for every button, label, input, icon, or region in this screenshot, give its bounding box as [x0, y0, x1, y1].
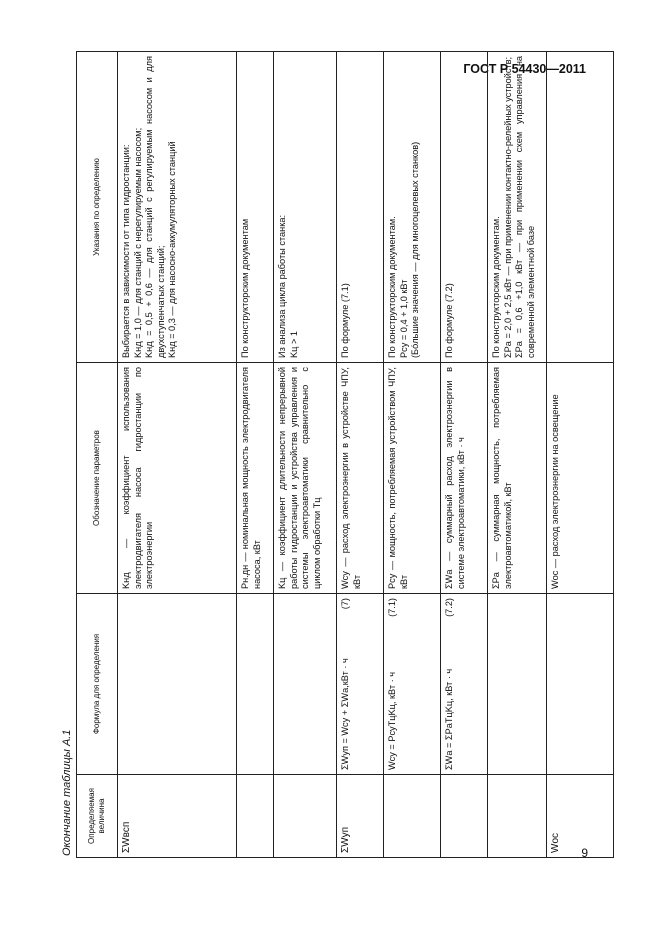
table-row — [337, 52, 384, 858]
guidance-cell — [384, 52, 441, 363]
quantity-cell — [488, 775, 547, 858]
table-row — [118, 52, 237, 858]
header-quantity: Определяемая величина — [77, 775, 118, 858]
data-table — [76, 51, 614, 858]
formula-cell — [547, 594, 614, 775]
header-guidance: Указания по определению — [77, 52, 118, 363]
quantity-cell — [384, 775, 441, 858]
table-row — [488, 52, 547, 858]
guidance-cell — [488, 52, 547, 363]
table-header-row — [77, 52, 118, 858]
guidance-line: Выбирается в зависимости от типа гидростанции: — [121, 144, 131, 358]
formula-cell — [441, 594, 488, 775]
quantity-cell: ΣWуп — [337, 775, 384, 858]
guidance-cell — [337, 52, 384, 363]
equation-number: (7.2) — [444, 598, 454, 617]
page-number: 9 — [581, 846, 588, 860]
guidance-line: По конструкторским документам. — [491, 216, 501, 358]
guidance-line: Kнд = 0,3 — для насосно-аккумуляторных станций — [167, 141, 177, 358]
guidance-line: ΣPa = 0,6 +1,0 кВт — при применении схем управления на современной элементной базе — [514, 56, 536, 358]
guidance-line: Kнд = 1,0 — для станций с нерегулируемым насосом; — [132, 127, 143, 358]
guidance-line: По конструкторским документам. — [387, 216, 397, 358]
formula-text: Wсу = PсуTцKц, кВт · ч — [387, 671, 397, 770]
formula-cell — [384, 594, 441, 775]
formula-cell — [274, 594, 337, 775]
header-parameters: Обозначение параметров — [77, 363, 118, 594]
table-row — [384, 52, 441, 858]
quantity-cell — [237, 775, 274, 858]
parameter-cell: ΣWа — суммарный расход электроэнергии в системе электроавтоматики, кВт · ч — [441, 363, 488, 594]
quantity-cell: Wос — [547, 775, 614, 858]
quantity-cell: ΣWвсп — [118, 775, 237, 858]
guidance-line: По конструкторским документам — [240, 218, 250, 358]
parameter-cell: Pсу — мощность, потребляемая устройством ЧПУ, кВт — [384, 363, 441, 594]
formula-cell — [237, 594, 274, 775]
guidance-line: По формуле (7.2) — [444, 283, 454, 358]
equation-number: (7.1) — [387, 598, 397, 617]
equation-number: (7) — [340, 598, 350, 610]
formula-text: ΣWуп = Wсу + ΣWа,кВт · ч — [340, 658, 350, 770]
quantity-cell — [441, 775, 488, 858]
formula-cell — [337, 594, 384, 775]
guidance-line: (Бо́льшие значения — для многоцелевых станков) — [410, 141, 420, 358]
table-caption: Окончание таблицы А.1 — [61, 729, 73, 856]
guidance-line: Kнд = 0,5 + 0,6 — для станций с регулируемым насосом и для двухступенчатых станций; — [144, 56, 166, 358]
table-row — [441, 52, 488, 858]
guidance-cell — [118, 52, 237, 363]
table-row — [237, 52, 274, 858]
parameter-cell: Pн.дн — номинальная мощность электродвигателя насоса, кВт — [237, 363, 274, 594]
guidance-cell — [441, 52, 488, 363]
guidance-cell — [547, 52, 614, 363]
table-row — [274, 52, 337, 858]
guidance-line: ΣPa = 2,0 + 2,5 кВт — при применении контактно-релейных устройств; — [502, 56, 513, 358]
parameter-cell: Kц — коэффициент длительности непрерывной работы гидростанции и устройства управления и системы электроавтоматики сравнительно с циклом обработки Tц — [274, 363, 337, 594]
guidance-line: Pсу = 0,4 + 1,0 кВт — [398, 279, 409, 358]
guidance-line: Kц > 1 — [288, 331, 299, 358]
header-formula: Формула для определения — [77, 594, 118, 775]
standard-code: ГОСТ Р 54430—2011 — [463, 62, 586, 76]
parameter-cell: Wос — расход электроэнергии на освещение — [547, 363, 614, 594]
guidance-cell — [274, 52, 337, 363]
formula-cell — [488, 594, 547, 775]
parameter-cell: Wсу — расход электроэнергии в устройстве ЧПУ, кВт — [337, 363, 384, 594]
parameter-cell: ΣPа — суммарная мощность, потребляемая электроавтоматикой, кВт — [488, 363, 547, 594]
guidance-cell — [237, 52, 274, 363]
quantity-cell — [274, 775, 337, 858]
formula-cell — [118, 594, 237, 775]
parameter-cell: Kнд — коэффициент использования электродвигателя насоса гидростанции по электроэнергии — [118, 363, 237, 594]
guidance-line: Из анализа цикла работы станка: — [277, 214, 287, 358]
guidance-line: По формуле (7.1) — [340, 283, 350, 358]
formula-text: ΣWа = ΣPaTцKц, кВт · ч — [444, 668, 454, 770]
table-row — [547, 52, 614, 858]
